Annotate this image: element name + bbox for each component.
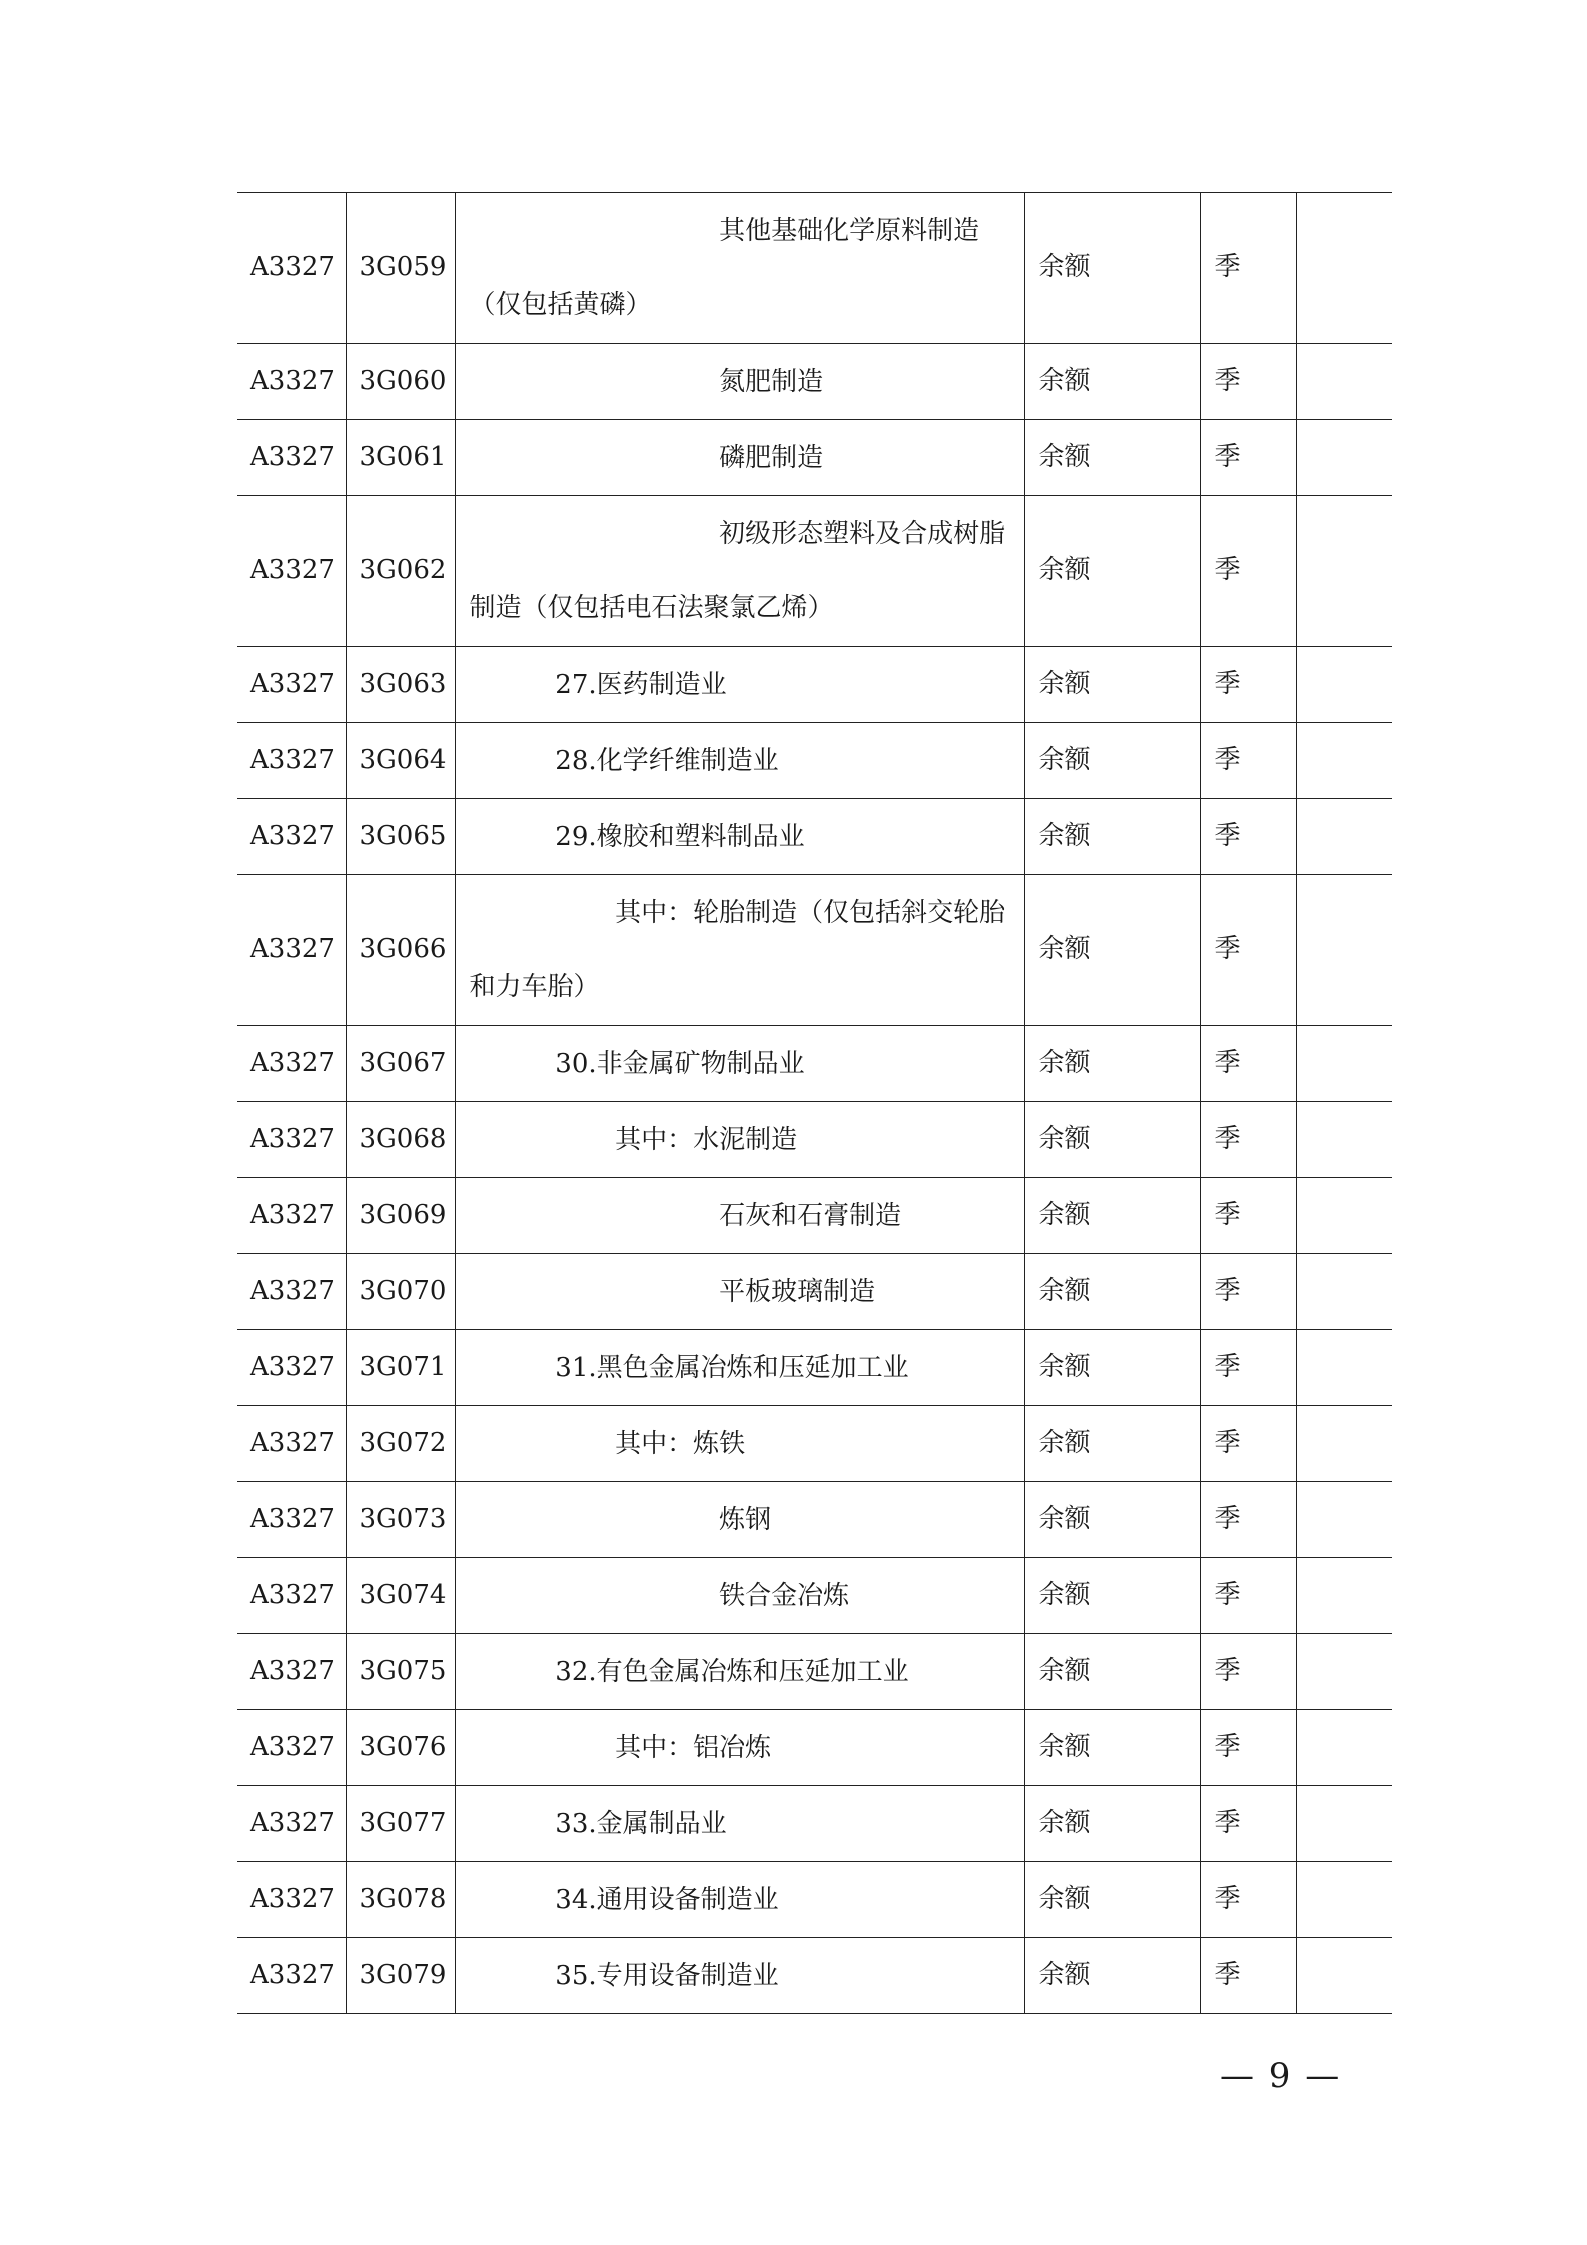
table-cell-method: 余额 xyxy=(1024,1482,1200,1558)
table-cell-name xyxy=(455,1178,1024,1254)
indicator-name: 34.通用设备制造业 xyxy=(555,1884,779,1915)
table-row xyxy=(237,1710,1392,1786)
table-cell-name xyxy=(455,1406,1024,1482)
indicator-name: 31.黑色金属冶炼和压延加工业 xyxy=(555,1352,909,1383)
table-cell-frequency: 季 xyxy=(1200,1634,1296,1710)
table-row xyxy=(237,193,1392,344)
table-cell-code: A3327 xyxy=(250,1503,335,1534)
table-cell-frequency: 季 xyxy=(1200,1558,1296,1634)
table-cell-item: 3G064 xyxy=(346,723,455,799)
table-cell-code: A3327 xyxy=(250,1351,335,1382)
table-cell-name xyxy=(455,1634,1024,1710)
indicator-table-body xyxy=(237,193,1392,2014)
table-cell-code: A3327 xyxy=(250,1275,335,1306)
table-cell-method: 余额 xyxy=(1024,875,1200,1026)
table-row xyxy=(237,1254,1392,1330)
table-cell-frequency: 季 xyxy=(1200,875,1296,1026)
table-cell-item: 3G073 xyxy=(346,1482,455,1558)
table-cell-code: A3327 xyxy=(250,668,335,699)
table-cell-code: A3327 xyxy=(250,744,335,775)
table-cell-name xyxy=(455,647,1024,723)
table-cell-extra xyxy=(1296,1178,1392,1254)
table-cell-item: 3G059 xyxy=(346,193,455,344)
table-row xyxy=(237,420,1392,496)
table-cell-extra xyxy=(1296,344,1392,420)
table-row xyxy=(237,1482,1392,1558)
table-cell-extra xyxy=(1296,1710,1392,1786)
indicator-name: 30.非金属矿物制品业 xyxy=(555,1048,805,1079)
table-cell-code: A3327 xyxy=(250,252,335,283)
table-cell-name xyxy=(455,1102,1024,1178)
table-cell-name xyxy=(455,1026,1024,1102)
table-row xyxy=(237,1330,1392,1406)
table-row xyxy=(237,1102,1392,1178)
table-cell-name xyxy=(455,1786,1024,1862)
table-cell-code: A3327 xyxy=(250,365,335,396)
table-cell-name xyxy=(455,875,1024,1026)
table-row xyxy=(237,1178,1392,1254)
table-row xyxy=(237,1786,1392,1862)
table-cell-frequency: 季 xyxy=(1200,1862,1296,1938)
table-cell-method: 余额 xyxy=(1024,1634,1200,1710)
table-cell-item: 3G076 xyxy=(346,1710,455,1786)
table-cell-name xyxy=(455,1862,1024,1938)
table-cell-name xyxy=(455,1482,1024,1558)
table-cell-method: 余额 xyxy=(1024,420,1200,496)
table-cell-frequency: 季 xyxy=(1200,723,1296,799)
table-cell-item: 3G063 xyxy=(346,647,455,723)
table-cell-extra xyxy=(1296,193,1392,344)
table-cell-item: 3G075 xyxy=(346,1634,455,1710)
table-cell-method: 余额 xyxy=(1024,1178,1200,1254)
table-row xyxy=(237,723,1392,799)
table-row xyxy=(237,344,1392,420)
table-cell-frequency: 季 xyxy=(1200,344,1296,420)
table-cell-item: 3G066 xyxy=(346,875,455,1026)
table-cell-frequency: 季 xyxy=(1200,496,1296,647)
table-cell-frequency: 季 xyxy=(1200,1482,1296,1558)
table-cell-method: 余额 xyxy=(1024,799,1200,875)
indicator-name: 35.专用设备制造业 xyxy=(555,1960,779,1991)
table-cell-name xyxy=(455,193,1024,344)
table-cell-extra xyxy=(1296,420,1392,496)
indicator-name: 33.金属制品业 xyxy=(555,1808,727,1839)
table-cell-item: 3G077 xyxy=(346,1786,455,1862)
table-cell-extra xyxy=(1296,1102,1392,1178)
table-cell-code: A3327 xyxy=(250,1427,335,1458)
table-cell-item: 3G071 xyxy=(346,1330,455,1406)
table-row xyxy=(237,1862,1392,1938)
indicator-name: 其中：炼铁 xyxy=(615,1428,746,1459)
table-cell-frequency: 季 xyxy=(1200,647,1296,723)
table-cell-frequency: 季 xyxy=(1200,193,1296,344)
table-cell-frequency: 季 xyxy=(1200,1330,1296,1406)
table-cell-frequency: 季 xyxy=(1200,1254,1296,1330)
table-cell-method: 余额 xyxy=(1024,193,1200,344)
indicator-name: 29.橡胶和塑料制品业 xyxy=(555,821,805,852)
table-cell-code: A3327 xyxy=(250,820,335,851)
table-row xyxy=(237,496,1392,647)
table-cell-code: A3327 xyxy=(250,441,335,472)
table-cell-method: 余额 xyxy=(1024,344,1200,420)
table-cell-code: A3327 xyxy=(250,555,335,586)
table-row xyxy=(237,1026,1392,1102)
table-cell-code: A3327 xyxy=(250,1959,335,1990)
table-cell-item: 3G070 xyxy=(346,1254,455,1330)
indicator-name: 28.化学纤维制造业 xyxy=(555,745,779,776)
table-cell-extra xyxy=(1296,647,1392,723)
table-cell-item: 3G079 xyxy=(346,1938,455,2014)
table-cell-extra xyxy=(1296,1406,1392,1482)
table-cell-extra xyxy=(1296,1862,1392,1938)
table-cell-extra xyxy=(1296,1254,1392,1330)
table-cell-frequency: 季 xyxy=(1200,1710,1296,1786)
table-cell-extra xyxy=(1296,723,1392,799)
table-cell-item: 3G074 xyxy=(346,1558,455,1634)
table-cell-code: A3327 xyxy=(250,934,335,965)
table-cell-method: 余额 xyxy=(1024,496,1200,647)
table-cell-extra xyxy=(1296,1026,1392,1102)
table-cell-extra xyxy=(1296,1482,1392,1558)
indicator-name: 32.有色金属冶炼和压延加工业 xyxy=(555,1656,909,1687)
indicator-name: 平板玻璃制造 xyxy=(719,1276,876,1307)
table-cell-frequency: 季 xyxy=(1200,1938,1296,2014)
table-cell-extra xyxy=(1296,1558,1392,1634)
indicator-name: 其他基础化学原料制造（仅包括黄磷） xyxy=(469,216,980,320)
table-cell-method: 余额 xyxy=(1024,1254,1200,1330)
table-cell-item: 3G072 xyxy=(346,1406,455,1482)
table-cell-extra xyxy=(1296,496,1392,647)
table-cell-code: A3327 xyxy=(250,1123,335,1154)
table-cell-item: 3G060 xyxy=(346,344,455,420)
indicator-name: 27.医药制造业 xyxy=(555,669,727,700)
table-cell-code: A3327 xyxy=(250,1655,335,1686)
table-cell-method: 余额 xyxy=(1024,1862,1200,1938)
indicator-name: 其中：轮胎制造（仅包括斜交轮胎和力车胎） xyxy=(469,898,1006,1002)
table-cell-method: 余额 xyxy=(1024,1406,1200,1482)
indicator-name: 磷肥制造 xyxy=(719,442,824,473)
table-cell-item: 3G065 xyxy=(346,799,455,875)
table-cell-extra xyxy=(1296,1330,1392,1406)
table-cell-method: 余额 xyxy=(1024,1102,1200,1178)
table-row xyxy=(237,647,1392,723)
table-cell-code: A3327 xyxy=(250,1199,335,1230)
table-cell-name xyxy=(455,496,1024,647)
table-cell-item: 3G061 xyxy=(346,420,455,496)
table-row xyxy=(237,1634,1392,1710)
table-cell-method: 余额 xyxy=(1024,723,1200,799)
table-cell-frequency: 季 xyxy=(1200,799,1296,875)
table-cell-frequency: 季 xyxy=(1200,1786,1296,1862)
table-row xyxy=(237,799,1392,875)
table-cell-frequency: 季 xyxy=(1200,420,1296,496)
table-cell-name xyxy=(455,1938,1024,2014)
table-cell-frequency: 季 xyxy=(1200,1178,1296,1254)
indicator-name: 铁合金冶炼 xyxy=(719,1580,850,1611)
table-cell-code: A3327 xyxy=(250,1047,335,1078)
table-cell-extra xyxy=(1296,1634,1392,1710)
table-cell-name xyxy=(455,1330,1024,1406)
table-cell-name xyxy=(455,344,1024,420)
indicator-name: 其中：铝冶炼 xyxy=(615,1732,772,1763)
table-cell-method: 余额 xyxy=(1024,1330,1200,1406)
table-cell-name xyxy=(455,1710,1024,1786)
table-cell-extra xyxy=(1296,1786,1392,1862)
table-row xyxy=(237,1938,1392,2014)
table-cell-item: 3G068 xyxy=(346,1102,455,1178)
table-row xyxy=(237,1558,1392,1634)
indicator-name: 石灰和石膏制造 xyxy=(719,1200,902,1231)
table-cell-name xyxy=(455,799,1024,875)
table-cell-item: 3G067 xyxy=(346,1026,455,1102)
table-cell-code: A3327 xyxy=(250,1731,335,1762)
indicator-name: 其中：水泥制造 xyxy=(615,1124,798,1155)
table-cell-code: A3327 xyxy=(250,1579,335,1610)
indicator-name: 氮肥制造 xyxy=(719,366,824,397)
table-cell-extra xyxy=(1296,1938,1392,2014)
table-cell-method: 余额 xyxy=(1024,1786,1200,1862)
table-cell-code: A3327 xyxy=(250,1883,335,1914)
table-cell-extra xyxy=(1296,799,1392,875)
table-cell-method: 余额 xyxy=(1024,647,1200,723)
table-row xyxy=(237,1406,1392,1482)
page-number: — 9 — xyxy=(1220,2056,1342,2096)
table-cell-frequency: 季 xyxy=(1200,1406,1296,1482)
table-cell-code: A3327 xyxy=(250,1807,335,1838)
table-cell-item: 3G069 xyxy=(346,1178,455,1254)
indicator-table xyxy=(237,192,1392,2014)
table-cell-extra xyxy=(1296,875,1392,1026)
table-cell-method: 余额 xyxy=(1024,1026,1200,1102)
indicator-name: 初级形态塑料及合成树脂制造（仅包括电石法聚氯乙烯） xyxy=(469,519,1006,623)
table-cell-name xyxy=(455,420,1024,496)
table-row xyxy=(237,875,1392,1026)
table-cell-name xyxy=(455,1558,1024,1634)
table-cell-method: 余额 xyxy=(1024,1558,1200,1634)
table-cell-name xyxy=(455,1254,1024,1330)
table-cell-item: 3G062 xyxy=(346,496,455,647)
table-cell-method: 余额 xyxy=(1024,1710,1200,1786)
table-cell-name xyxy=(455,723,1024,799)
indicator-name: 炼钢 xyxy=(719,1504,772,1535)
table-cell-method: 余额 xyxy=(1024,1938,1200,2014)
table-cell-frequency: 季 xyxy=(1200,1026,1296,1102)
table-cell-item: 3G078 xyxy=(346,1862,455,1938)
table-cell-frequency: 季 xyxy=(1200,1102,1296,1178)
